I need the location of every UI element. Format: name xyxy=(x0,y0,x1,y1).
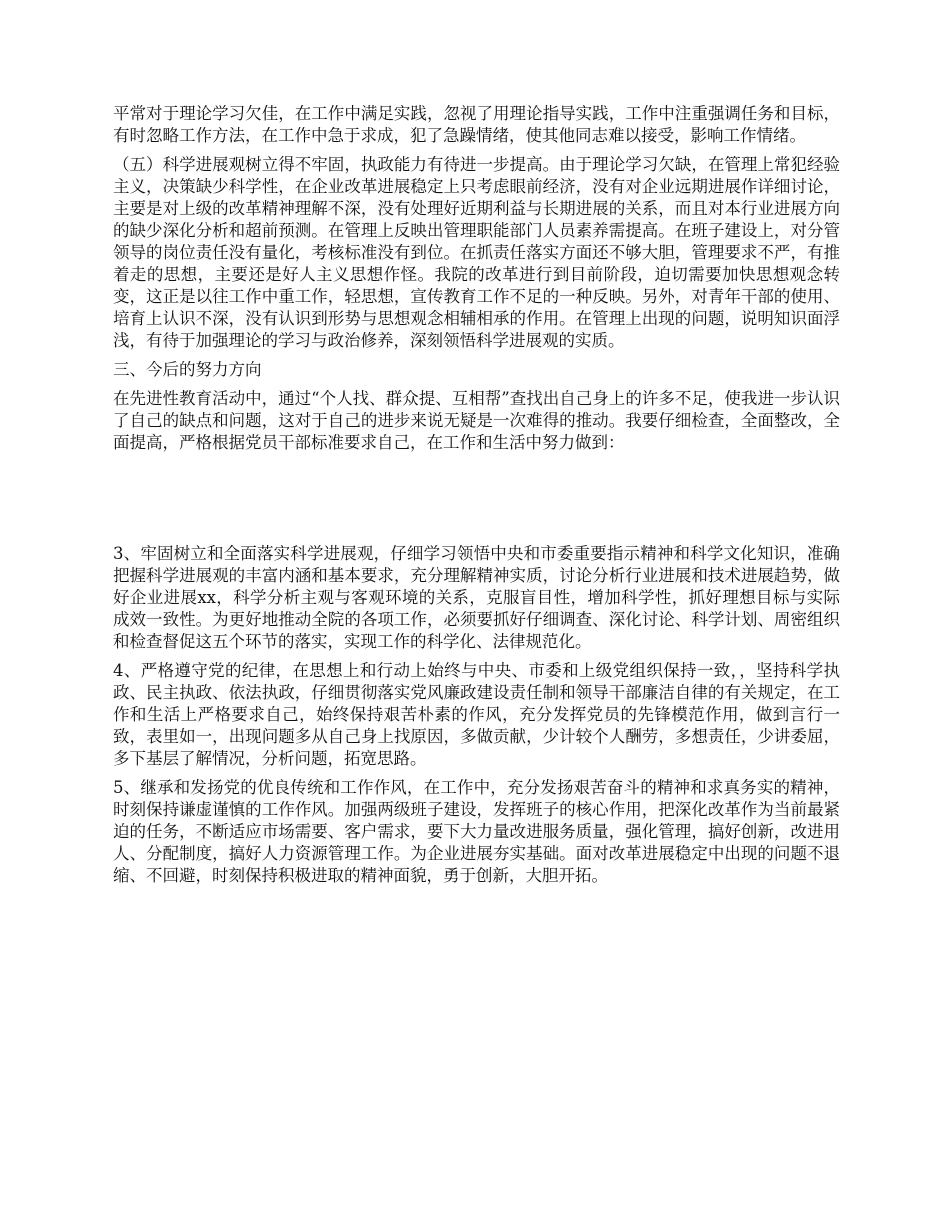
list-item-3: 3、牢固树立和全面落实科学进展观，仔细学习领悟中央和市委重要指示精神和科学文化知识，准确把握科学进展观的丰富内涵和基本要求，充分理解精神实质，讨论分析行业进展和技术进展趋势，做好企业进展xx，科学分析主观与客观环境的关系，克服盲目性，增加科学性，抓好理想目标与实际成效一致性。为更好地推动全院的各项工作，必须要抓好仔细调查、深化讨论、科学计划、周密组织和检查督促这五个环节的落实，实现工作的科学化、法律规范化。 xyxy=(113,544,840,651)
paragraph-intro: 在先进性教育活动中，通过“个人找、群众提、互相帮”查找出自己身上的许多不足，使我进一步认识了自己的缺点和问题，这对于自己的进步来说无疑是一次难得的推动。我要仔细检查，全面整改，全面提高，严格根据党员干部标准要求自己，在工作和生活中努力做到： xyxy=(113,389,840,452)
paragraph-work-style: 平常对于理论学习欠佳，在工作中满足实践，忽视了用理论指导实践，工作中注重强调任务和目标，有时忽略工作方法，在工作中急于求成，犯了急躁情绪，使其他同志难以接受，影响工作情绪。 xyxy=(113,104,840,145)
document-body xyxy=(113,103,840,894)
list-item-4: 4、严格遵守党的纪律，在思想上和行动上始终与中央、市委和上级党组织保持一致，，坚持科学执政、民主执政、依法执政，仔细贯彻落实党风廉政建设责任制和领导干部廉洁自律的有关规定，在工作和生活上严格要求自己，始终保持艰苦朴素的作风，充分发挥党员的先锋模范作用，做到言行一致，表里如一，出现问题多从自己身上找原因，多做贡献，少计较个人酬劳，多想责任，少讲委屈，多下基层了解情况，分析问题，拓宽思路。 xyxy=(113,661,840,768)
paragraph-section-five: （五）科学进展观树立得不牢固，执政能力有待进一步提高。由于理论学习欠缺，在管理上常犯经验主义，决策缺少科学性，在企业改革进展稳定上只考虑眼前经济，没有对企业远期进展作详细讨论，主要是对上级的改革精神理解不深，没有处理好近期利益与长期进展的关系，而且对本行业进展方向的缺少深化分析和超前预测。在管理上反映出管理职能部门人员素养需提高。在班子建设上，对分管领导的岗位责任没有量化，考核标准没有到位。在抓责任落实方面还不够大胆，管理要求不严，有推着走的思想，主要还是好人主义思想作怪。我院的改革进行到目前阶段，迫切需要加快思想观念转变，这正是以往工作中重工作，轻思想，宣传教育工作不足的一种反映。另外，对青年干部的使用、培育上认识不深，没有认识到形势与思想观念相辅相承的作用。在管理上出现的问题，说明知识面浮浅，有待于加强理论的学习与政治修养，深刻领悟科学进展观的实质。 xyxy=(113,155,840,350)
section-heading: 三、今后的努力方向 xyxy=(113,360,262,379)
list-item-5: 5、继承和发扬党的优良传统和工作作风，在工作中，充分发扬艰苦奋斗的精神和求真务实的精神，时刻保持谦虚谨慎的工作作风。加强两级班子建设，发挥班子的核心作用，把深化改革作为当前最紧迫的任务，不断适应市场需要、客户需求，要下大力量改进服务质量，强化管理，搞好创新，改进用人、分配制度，搞好人力资源管理工作。为企业进展夯实基础。面对改革进展稳定中出现的问题不退缩、不回避，时刻保持积极进取的精神面貌，勇于创新，大胆开拓。 xyxy=(113,778,840,885)
blank-space xyxy=(113,461,840,543)
